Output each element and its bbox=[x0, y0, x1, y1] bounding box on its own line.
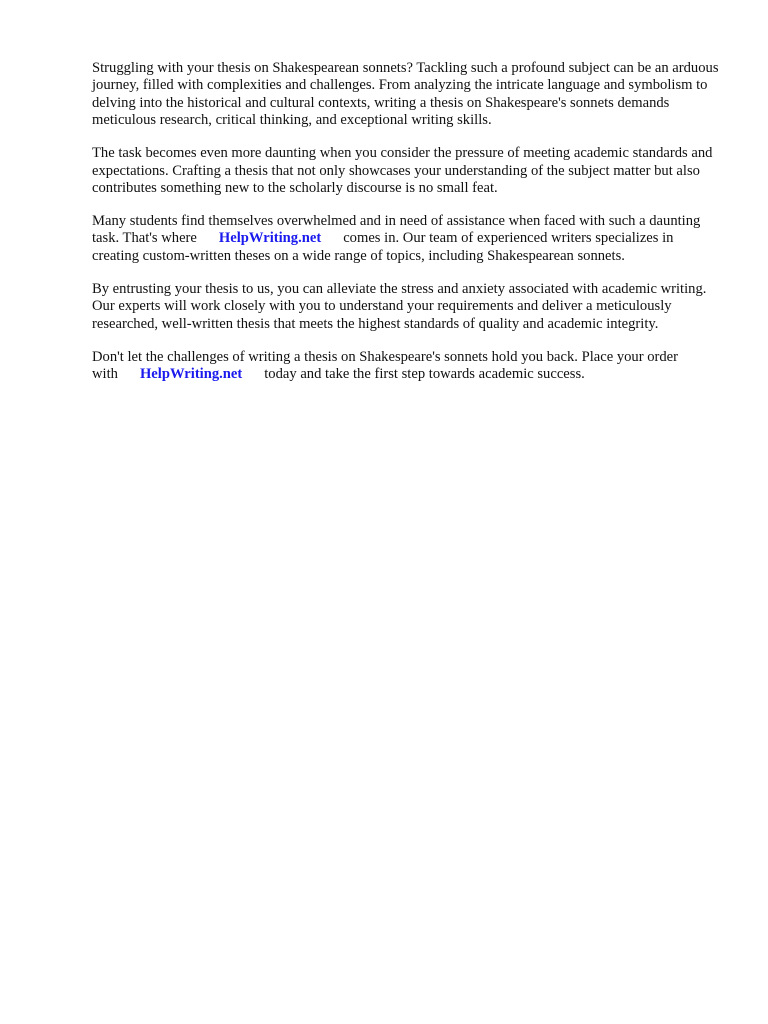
paragraph-assistance-before: Many students find themselves overwhelmed and in need of assistance when faced with such a daunting task. That's where bbox=[92, 213, 701, 247]
paragraph-call-to-action bbox=[92, 349, 724, 384]
helpwriting-link[interactable]: HelpWriting.net bbox=[218, 230, 322, 247]
paragraph-assistance bbox=[92, 213, 724, 265]
paragraph-entrusting: By entrusting your thesis to us, you can alleviate the stress and anxiety associated with academic writing. Our experts will work closely with you to understand your requirements and deliver a meticulously researched, well-written thesis that meets the highest standards of quality and academic integrity. bbox=[92, 280, 707, 332]
paragraph-intro: Struggling with your thesis on Shakespearean sonnets? Tackling such a profound subject can be an arduous journey, filled with complexities and challenges. From analyzing the intricate language and symbolism to delving into the historical and cultural contexts, writing a thesis on Shakespeare's sonnets demands meticulous research, critical thinking, and exceptional writing skills. bbox=[92, 60, 719, 129]
paragraph-pressure: The task becomes even more daunting when you consider the pressure of meeting academic standards and expectations. Crafting a thesis that not only showcases your understanding of the subject matter but also contributes something new to the scholarly discourse is no small feat. bbox=[92, 145, 713, 197]
paragraph-cta-after: today and take the first step towards academic success. bbox=[264, 366, 585, 383]
paragraph-cta-before: Don't let the challenges of writing a thesis on Shakespeare's sonnets hold you back. Place your order with bbox=[92, 348, 679, 383]
helpwriting-order-link[interactable]: HelpWriting.net bbox=[139, 366, 243, 383]
document-body bbox=[92, 60, 724, 399]
paragraph-assistance-after: comes in. Our team of experienced writers specializes in creating custom-written theses on a wide range of topics, including Shakespearean sonnets. bbox=[92, 230, 674, 264]
